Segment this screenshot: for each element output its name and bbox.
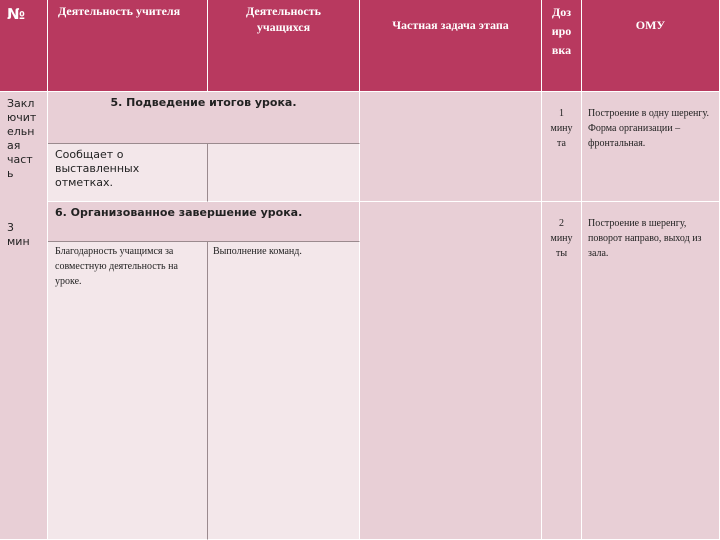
- header-teacher-activity: Деятельность учителя: [48, 0, 208, 92]
- part-time: 3 мин: [7, 221, 30, 248]
- section5-stage-task: [360, 92, 542, 202]
- section6-dosage: 2 мину ты: [542, 202, 582, 540]
- header-number: №: [0, 0, 48, 92]
- section6-title: 6. Организованное завершение урока.: [55, 206, 303, 219]
- header-students-activity: Деятельность учащихся: [208, 0, 360, 92]
- section6-teacher: Благодарность учащимся за совместную деятельность на уроке.: [48, 242, 208, 540]
- section6-stage-task: [360, 202, 542, 540]
- section5-teacher: Сообщает о выставленных отметках.: [48, 144, 208, 202]
- header-stage-task: Частная задача этапа: [360, 0, 542, 92]
- section5-students: [208, 144, 360, 202]
- section5-omu: Построение в одну шеренгу. Форма организации – фронтальная.: [582, 92, 720, 202]
- part-cell: [0, 92, 48, 540]
- header-dosage: Доз иро вка: [542, 0, 582, 92]
- part-label: Закл ючит ельн ая част ь: [7, 97, 37, 180]
- section5-dosage: 1 мину та: [542, 92, 582, 202]
- section6-students: Выполнение команд.: [208, 242, 360, 540]
- header-omu: ОМУ: [582, 0, 720, 92]
- section5-title-cell: [48, 92, 360, 144]
- section6-omu: Построение в шеренгу, поворот направо, выход из зала.: [582, 202, 720, 540]
- section6-title-cell: [48, 202, 360, 242]
- section5-title: 5. Подведение итогов урока.: [110, 96, 297, 109]
